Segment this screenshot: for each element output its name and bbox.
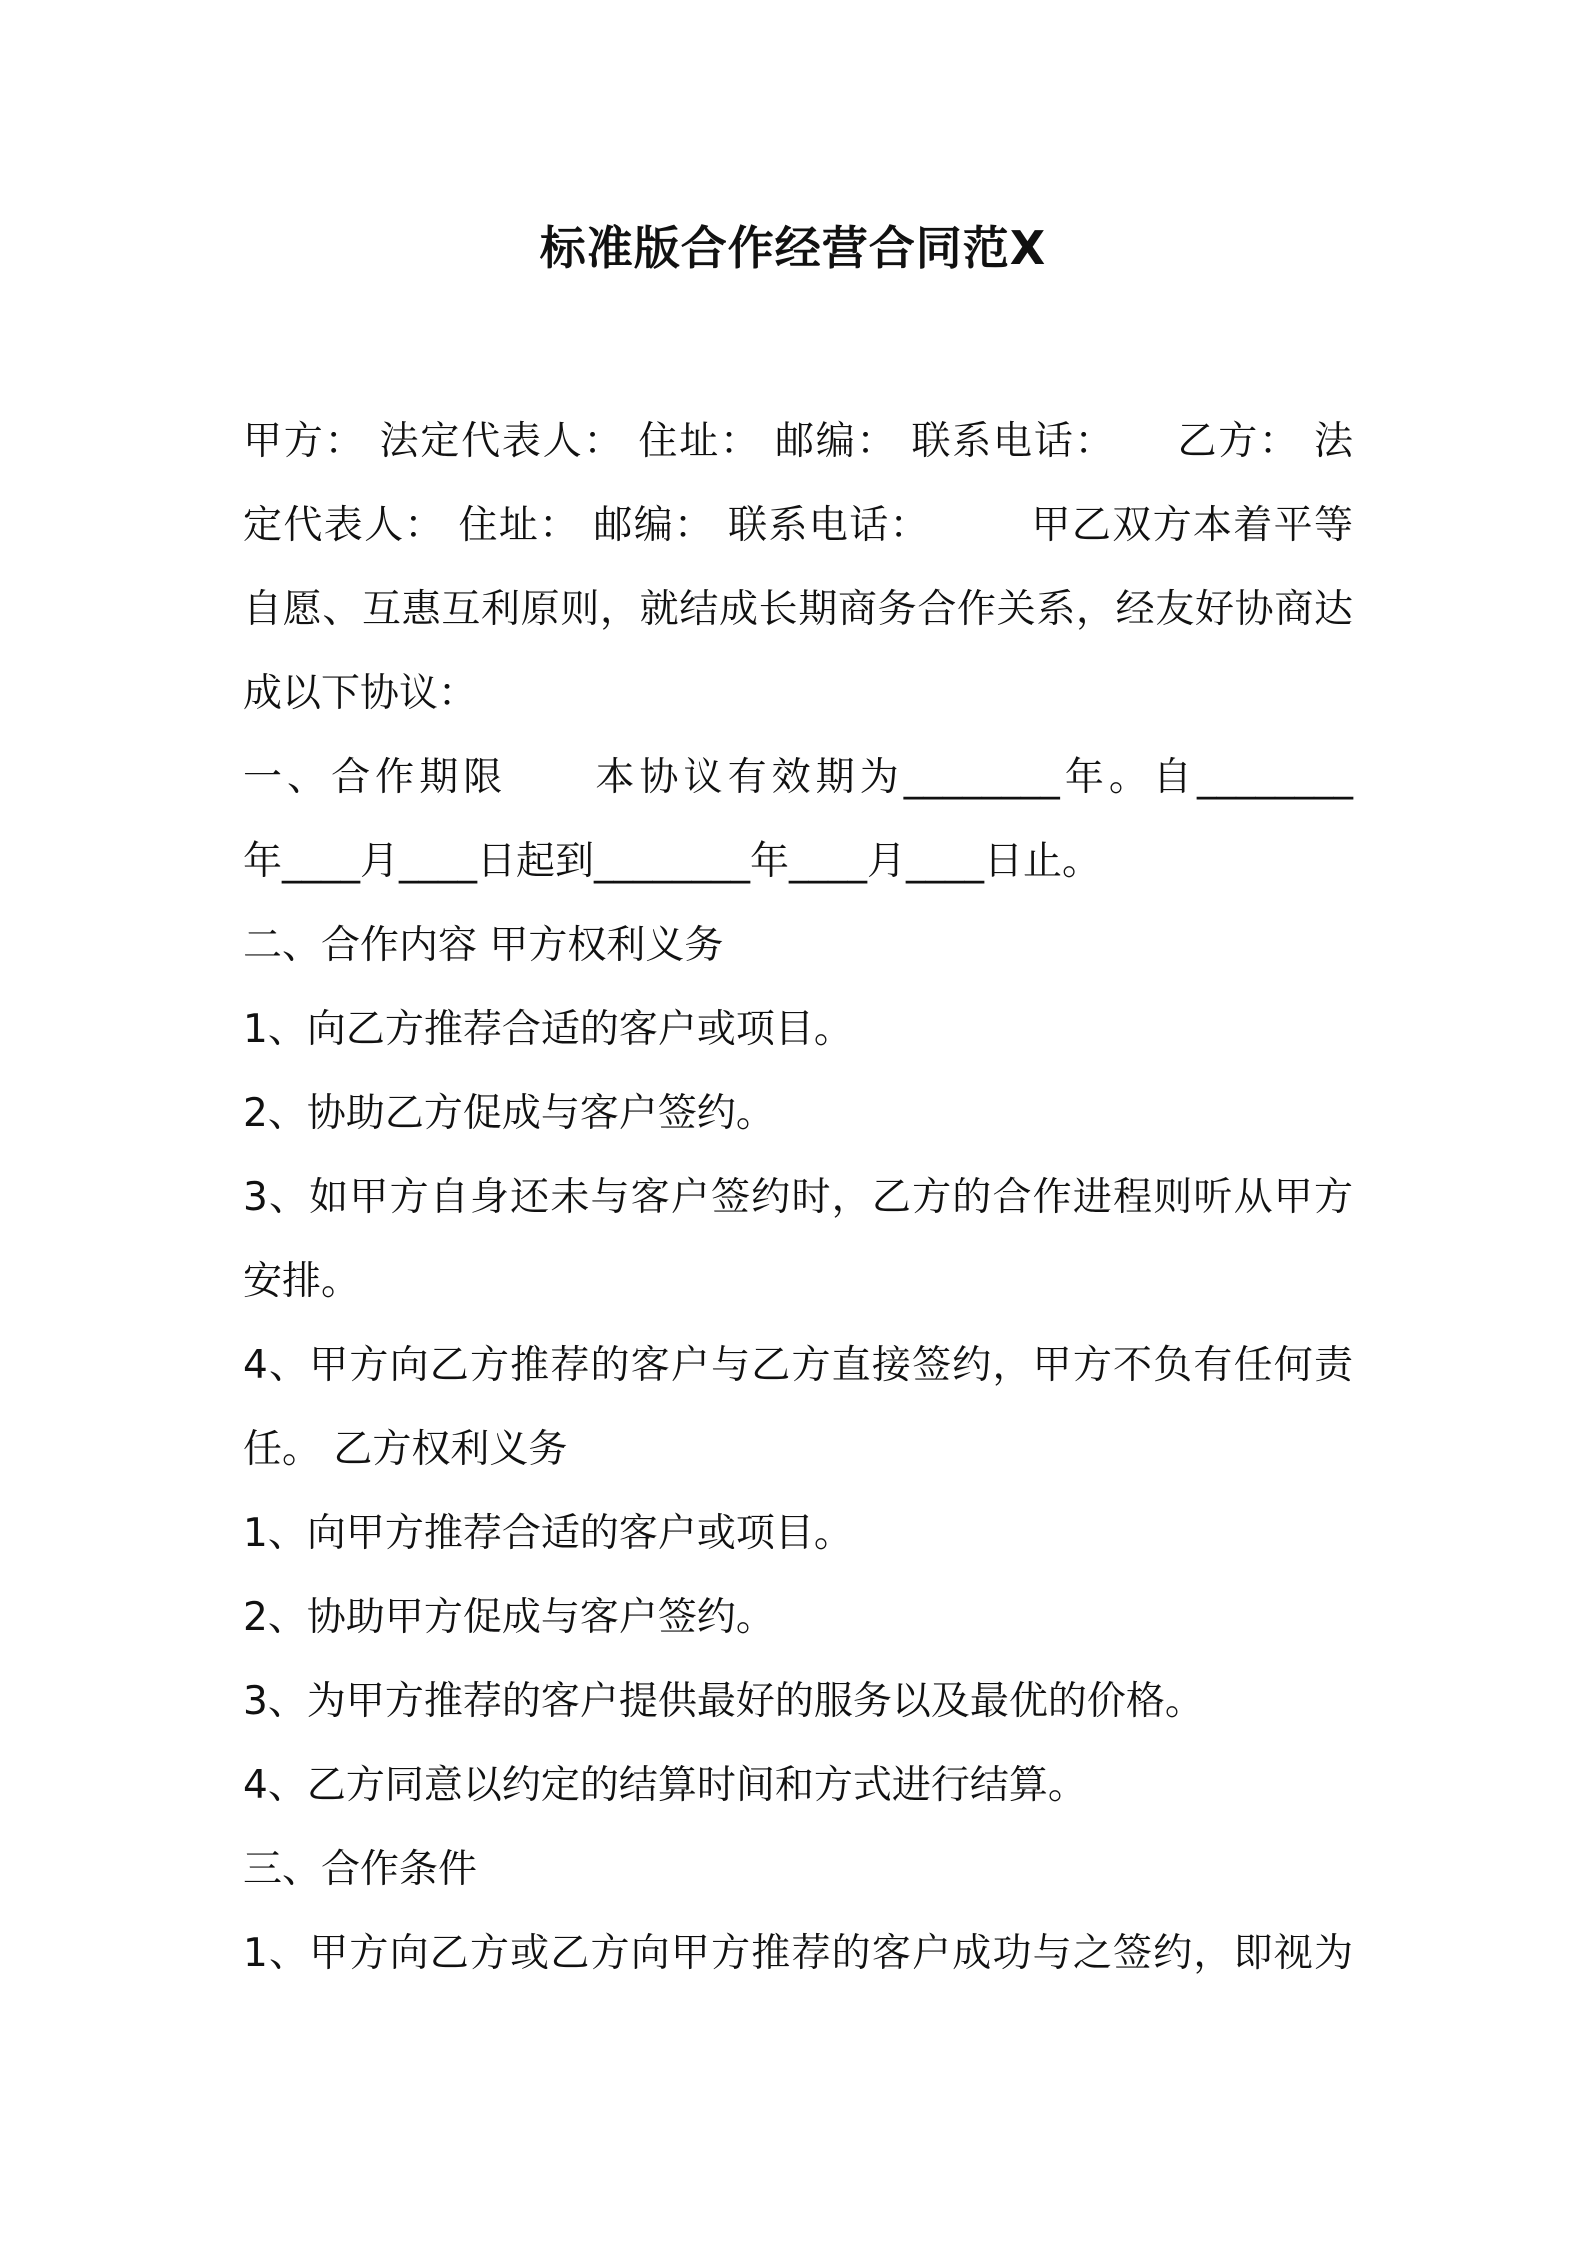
- document-title: 标准版合作经营合同范X: [539, 221, 1047, 275]
- list-item: 2、协助甲方促成与客户签约。: [243, 1595, 775, 1640]
- list-item: 4、乙方同意以约定的结算时间和方式进行结算。: [243, 1763, 1087, 1808]
- paragraph-line: 一、合作期限 本协议有效期为________年。自________: [243, 755, 1353, 800]
- paragraph-line: 甲方： 法定代表人： 住址： 邮编： 联系电话： 乙方： 法: [243, 419, 1353, 464]
- paragraph-line: 定代表人： 住址： 邮编： 联系电话： 甲乙双方本着平等: [243, 503, 1353, 548]
- paragraph-line: 自愿、互惠互利原则，就结成长期商务合作关系，经友好协商达: [243, 587, 1353, 632]
- list-item: 任。 乙方权利义务: [243, 1427, 568, 1472]
- list-item: 1、甲方向乙方或乙方向甲方推荐的客户成功与之签约，即视为: [243, 1931, 1353, 1976]
- list-item: 3、为甲方推荐的客户提供最好的服务以及最优的价格。: [243, 1679, 1204, 1724]
- section-heading: 二、合作内容 甲方权利义务: [243, 923, 724, 968]
- list-item: 1、向乙方推荐合适的客户或项目。: [243, 1007, 853, 1052]
- list-item: 安排。: [243, 1259, 361, 1304]
- paragraph-line: 成以下协议：: [243, 671, 478, 716]
- document-body: [243, 400, 1353, 1996]
- list-item: 2、协助乙方促成与客户签约。: [243, 1091, 775, 1136]
- list-item: 3、如甲方自身还未与客户签约时，乙方的合作进程则听从甲方: [243, 1175, 1353, 1220]
- paragraph-line: 年____月____日起到________年____月____日止。: [243, 839, 1102, 884]
- list-item: 4、甲方向乙方推荐的客户与乙方直接签约，甲方不负有任何责: [243, 1343, 1353, 1388]
- list-item: 1、向甲方推荐合适的客户或项目。: [243, 1511, 853, 1556]
- section-heading: 三、合作条件: [243, 1847, 478, 1892]
